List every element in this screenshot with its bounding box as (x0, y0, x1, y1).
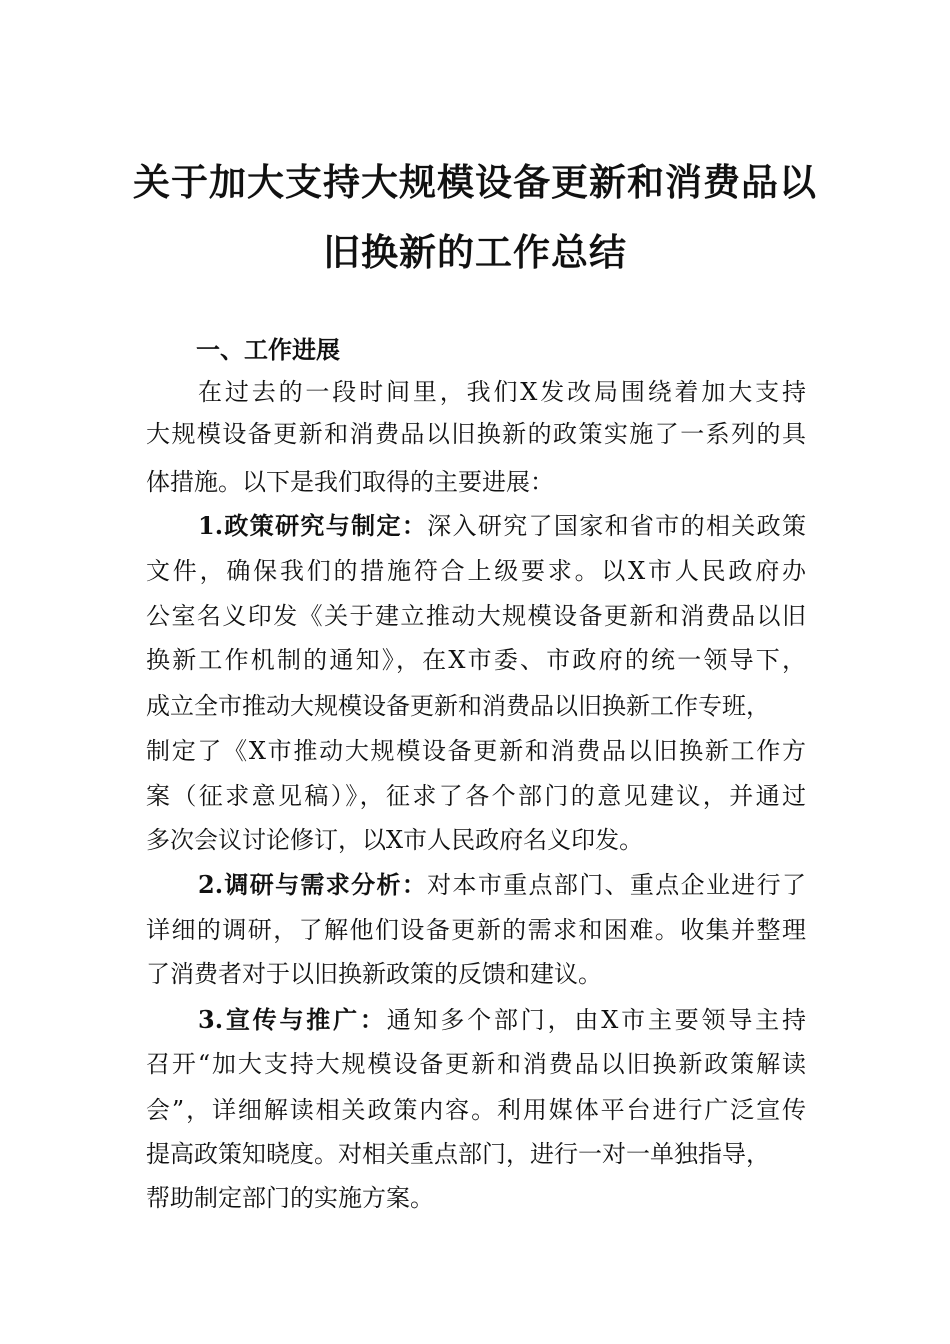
item-3-first-text: 通知多个部门，由X市主要领导主持 (386, 1006, 806, 1034)
item-1-first-line (198, 508, 806, 544)
item-2-first-text: 对本市重点部门、重点企业进行了 (427, 871, 807, 899)
intro-line: 体措施。以下是我们取得的主要进展： (146, 468, 554, 496)
item-1-first-text: 深入研究了国家和省市的相关政策 (427, 512, 807, 540)
item-3-first-line (198, 1002, 806, 1038)
item-3-line: 会”，详细解读相关政策内容。利用媒体平台进行广泛宣传 (146, 1096, 806, 1124)
item-1-line: 公室名义印发《关于建立推动大规模设备更新和消费品以旧 (146, 602, 806, 630)
section-heading-work-progress: 一、工作进展 (196, 335, 340, 364)
item-2-line: 详细的调研，了解他们设备更新的需求和困难。收集并整理 (146, 916, 806, 944)
item-1-line: 多次会议讨论修订，以X市人民政府名义印发。 (146, 826, 644, 854)
document-title-line-1: 关于加大支持大规模设备更新和消费品以 (133, 160, 817, 204)
item-1-label: 1.政策研究与制定： (198, 511, 428, 540)
item-1-line: 成立全市推动大规模设备更新和消费品以旧换新工作专班， (146, 692, 770, 720)
item-1-line: 换新工作机制的通知》，在X市委、市政府的统一领导下， (146, 646, 806, 674)
item-3-label: 3.宣传与推广： (198, 1005, 387, 1034)
intro-line: 大规模设备更新和消费品以旧换新的政策实施了一系列的具 (146, 420, 806, 448)
document-title-line-2: 旧换新的工作总结 (323, 230, 627, 274)
item-3-line: 提高政策知晓度。对相关重点部门，进行一对一单独指导， (146, 1140, 770, 1168)
item-1-line: 文件，确保我们的措施符合上级要求。以X市人民政府办 (146, 557, 806, 585)
intro-line: 在过去的一段时间里，我们X发改局围绕着加大支持 (198, 378, 806, 406)
item-2-first-line (198, 867, 806, 903)
item-3-line: 召开“加大支持大规模设备更新和消费品以旧换新政策解读 (146, 1050, 806, 1078)
item-2-label: 2.调研与需求分析： (198, 870, 428, 899)
item-1-line: 制定了《X市推动大规模设备更新和消费品以旧换新工作方 (146, 737, 806, 765)
item-2-line: 了消费者对于以旧换新政策的反馈和建议。 (146, 960, 602, 988)
item-3-line: 帮助制定部门的实施方案。 (146, 1184, 434, 1212)
item-1-line: 案（征求意见稿）》，征求了各个部门的意见建议，并通过 (146, 782, 806, 810)
